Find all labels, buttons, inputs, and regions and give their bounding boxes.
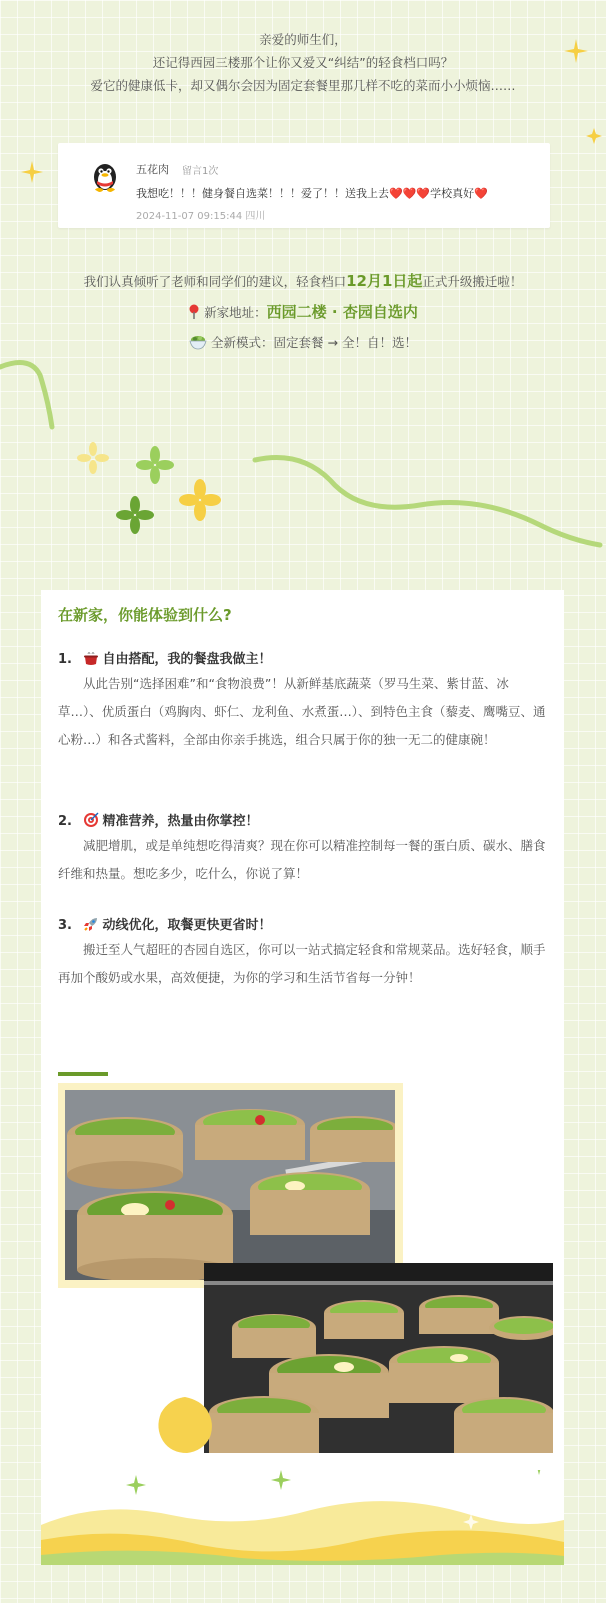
yellow-splash [155,1395,215,1455]
salad-bowl [454,1397,553,1453]
comment-count-tag: 留言1次 [182,166,219,177]
salad-bowl [67,1117,183,1189]
intro-text [0,28,606,97]
clover-icon [77,442,109,474]
pin-icon [188,304,200,320]
address-label: 新家地址： [204,305,267,320]
section-heading [58,648,272,667]
comment-card [58,143,550,228]
sparkle-star-icon [586,128,602,144]
mode-value: 固定套餐 → 全！自！选！ [273,335,417,350]
section-heading [58,810,259,829]
announcement [0,266,606,358]
sparkle-star-icon [20,160,44,184]
section-title: 动线优化，取餐更快更省时！ [102,918,272,933]
clover-icon [179,479,221,521]
target-icon [83,812,99,828]
announce-text: 正式升级搬迁啦！ [422,274,523,289]
mode-label: 全新模式： [211,335,274,350]
section-heading [58,914,272,933]
section-title: 精准营养，热量由你掌控！ [102,814,259,829]
date-highlight: 12月1日起 [346,272,423,290]
section-title: 自由搭配，我的餐盘我做主！ [102,652,272,667]
sparkle-star-icon [126,1475,146,1495]
clover-icon [116,496,154,534]
card-title: 在新家，你能体验到什么? [58,606,232,624]
address-line [0,297,606,328]
bottom-hills [41,1470,564,1565]
section-body: 减肥增肌，或是单纯想吃得清爽？现在你可以精准控制每一餐的蛋白质、碳水、膳食纤维和热量。想吃多少，吃什么，你说了算！ [58,838,546,881]
features-card [41,590,564,1565]
intro-line: 亲爱的师生们， [259,32,347,47]
avatar[interactable] [88,159,122,193]
clover-icon [136,446,174,484]
section-body: 搬迁至人气超旺的杏园自选区，你可以一站式搞定轻食和常规菜品。选好轻食，顺手再加个酸奶或水果，高效便捷，为你的学习和生活节省每一分钟！ [58,942,546,985]
address-value: 西园二楼 · 杏园自选内 [266,303,418,321]
intro-line: 爱它的健康低卡，却又偶尔会因为固定套餐里那几样不吃的菜而小小烦恼…… [90,78,516,93]
intro-line: 还记得西园三楼那个让你又爱又“纠结”的轻食档口吗？ [152,55,454,70]
mode-line [0,328,606,358]
salad-bowl [232,1314,316,1358]
section-number: 1. [58,652,72,667]
salad-bowls-photo [65,1090,395,1280]
salad-bowl-icon [189,334,207,350]
salad-bowl [250,1172,370,1235]
pot-icon [83,651,99,666]
salad-bowl [209,1396,319,1453]
announce-line [0,266,606,297]
sparkle-star-icon [529,1470,549,1475]
comment-author[interactable]: 五花肉 [136,163,169,176]
salad-bowl [324,1300,404,1339]
section-body: 从此告别“选择困难”和“食物浪费”！从新鲜基底蔬菜（罗马生菜、紫甘蓝、冰草…）、优质蛋白（鸡胸肉、虾仁、龙利鱼、水煮蛋…）、到特色主食（藜麦、鹰嘴豆、通心粉…）和各式酱料，全部由你亲手挑选，组合只属于你的独一无二的健康碗！ [58,676,546,747]
penguin-avatar-icon [88,159,122,193]
salad-bowl [195,1109,305,1160]
divider [58,1072,108,1076]
rocket-icon [83,916,99,932]
salad-bowls-counter-photo [204,1263,553,1453]
comment-meta: 2024-11-07 09:15:44 四川 [136,211,266,222]
salad-bowl [389,1346,499,1403]
salad-bowl [310,1116,395,1162]
announce-text: 我们认真倾听了老师和同学们的建议，轻食档口 [83,274,347,289]
sparkle-star-icon [271,1470,291,1490]
section-number: 3. [58,918,72,933]
decorative-swirl [0,355,606,555]
comment-text: 我想吃！！！健身餐自选菜！！！爱了！！送我上去❤️❤️❤️学校真好❤️ [136,187,488,200]
section-number: 2. [58,814,72,829]
salad-bowl [419,1295,499,1334]
